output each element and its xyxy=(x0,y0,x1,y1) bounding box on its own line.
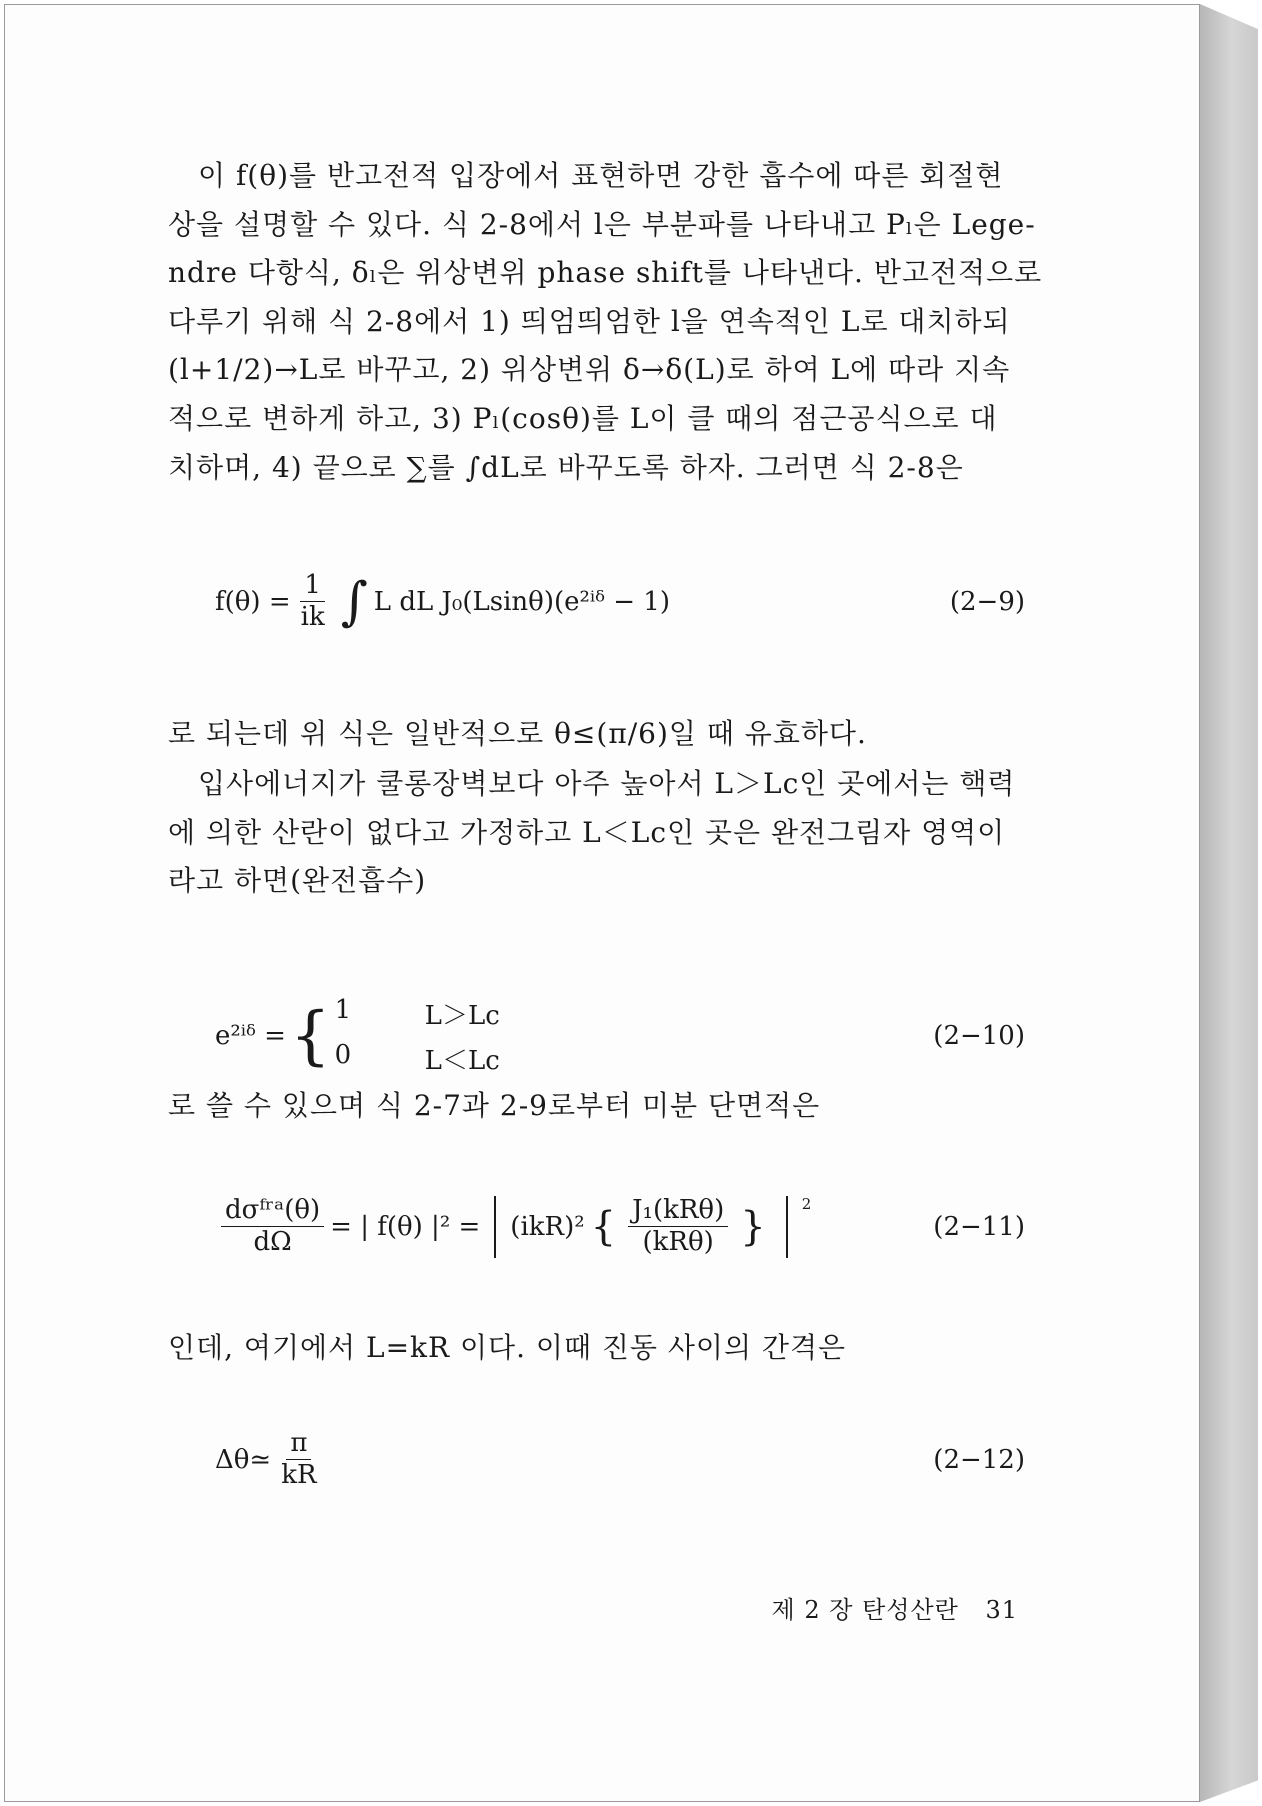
text-line: 입사에너지가 쿨롱장벽보다 아주 높아서 L＞Lc인 곳에서는 핵력 xyxy=(198,767,1016,800)
text-line: 인데, 여기에서 L=kR 이다. 이때 진동 사이의 간격은 xyxy=(168,1331,847,1364)
cases xyxy=(286,995,500,1077)
case-row xyxy=(335,995,500,1032)
case-value: 1 xyxy=(334,995,352,1025)
text-line: 치하며, 4) 끝으로 ∑를 ∫dL로 바꾸도록 하자. 그러면 식 2-8은 xyxy=(168,450,964,484)
equation-number: (2−10) xyxy=(933,1021,1025,1051)
fraction-denominator: dΩ xyxy=(253,1227,292,1258)
paragraph-5 xyxy=(168,1324,1048,1373)
eq-inner-left: (ikR)² xyxy=(510,1211,585,1242)
text-line: (l+1/2)→L로 바꾸고, 2) 위상변위 δ→δ(L)로 하여 L에 따라 지속 xyxy=(168,353,1011,387)
equation-2-11 xyxy=(215,1195,1025,1258)
text-line: 적으로 변하게 하고, 3) Pₗ(cosθ)를 L이 클 때의 점근공식으로 대 xyxy=(168,401,998,435)
paragraph-3 xyxy=(168,760,1048,906)
integral-sign: ∫ xyxy=(340,571,368,632)
exponent: 2 xyxy=(801,1195,812,1213)
case-row xyxy=(335,1040,500,1077)
text-line: 상을 설명할 수 있다. 식 2-8에서 l은 부분파를 나타내고 Pₗ은 Lege- xyxy=(168,207,1036,241)
equation-number: (2−11) xyxy=(933,1211,1025,1242)
fraction xyxy=(297,570,329,633)
text-line: 이 f(θ)를 반고전적 입장에서 표현하면 강한 흡수에 따른 회절현 xyxy=(198,159,1004,192)
chapter-title: 제 2 장 탄성산란 xyxy=(771,1596,959,1624)
paragraph-2 xyxy=(168,710,1048,759)
equation-number: (2−12) xyxy=(933,1444,1025,1475)
open-brace: { xyxy=(590,1203,617,1250)
close-brace: } xyxy=(740,1203,766,1250)
fraction xyxy=(221,1195,324,1258)
fraction-numerator: dσᶠʳᵃ(θ) xyxy=(221,1195,324,1227)
abs-bar-left xyxy=(494,1196,496,1258)
eq-middle: = | f(θ) |² = xyxy=(330,1211,481,1242)
page-number: 31 xyxy=(985,1596,1018,1624)
fraction xyxy=(277,1428,320,1491)
paragraph-4 xyxy=(168,1082,1048,1131)
case-condition: L＜Lc xyxy=(424,1046,500,1076)
text-line: 다루기 위해 식 2-8에서 1) 띄엄띄엄한 l을 연속적인 L로 대치하되 xyxy=(168,304,1011,338)
brace: { xyxy=(289,999,331,1073)
page-footer xyxy=(772,1590,1018,1625)
eq-lhs: f(θ) = xyxy=(215,586,291,617)
fraction-denominator: (kRθ) xyxy=(642,1227,714,1258)
case-condition: L＞Lc xyxy=(424,1001,500,1031)
text-line: 에 의한 산란이 없다고 가정하고 L＜Lc인 곳은 완전그림자 영역이 xyxy=(168,815,1006,849)
fraction-numerator: 1 xyxy=(300,570,325,602)
page-edge xyxy=(1200,4,1258,1802)
fraction-denominator: ik xyxy=(300,602,325,633)
fraction xyxy=(628,1195,728,1258)
equation-2-9 xyxy=(215,570,1025,633)
paragraph-1 xyxy=(168,152,1048,492)
fraction-numerator: J₁(kRθ) xyxy=(628,1195,728,1227)
text-line: 로 쓸 수 있으며 식 2-7과 2-9로부터 미분 단면적은 xyxy=(168,1089,821,1122)
equation-number: (2−9) xyxy=(949,586,1025,617)
text-line: 로 되는데 위 식은 일반적으로 θ≤(π/6)일 때 유효하다. xyxy=(168,717,867,750)
eq-body: L dL J₀(Lsinθ)(e²ⁱᵟ − 1) xyxy=(373,586,670,617)
text-line: ndre 다항식, δₗ은 위상변위 phase shift를 나타낸다. 반고전적으로 xyxy=(168,256,1043,290)
eq-lhs: Δθ≃ xyxy=(215,1444,272,1475)
equation-2-12 xyxy=(215,1428,1025,1491)
equation-2-10 xyxy=(215,995,1025,1077)
abs-bar-right xyxy=(786,1196,788,1258)
eq-lhs: e²ⁱᵟ = xyxy=(215,1021,286,1051)
fraction-denominator: kR xyxy=(281,1460,317,1491)
case-value: 0 xyxy=(334,1040,352,1070)
fraction-numerator: π xyxy=(286,1428,311,1460)
text-line: 라고 하면(완전흡수) xyxy=(168,864,427,898)
